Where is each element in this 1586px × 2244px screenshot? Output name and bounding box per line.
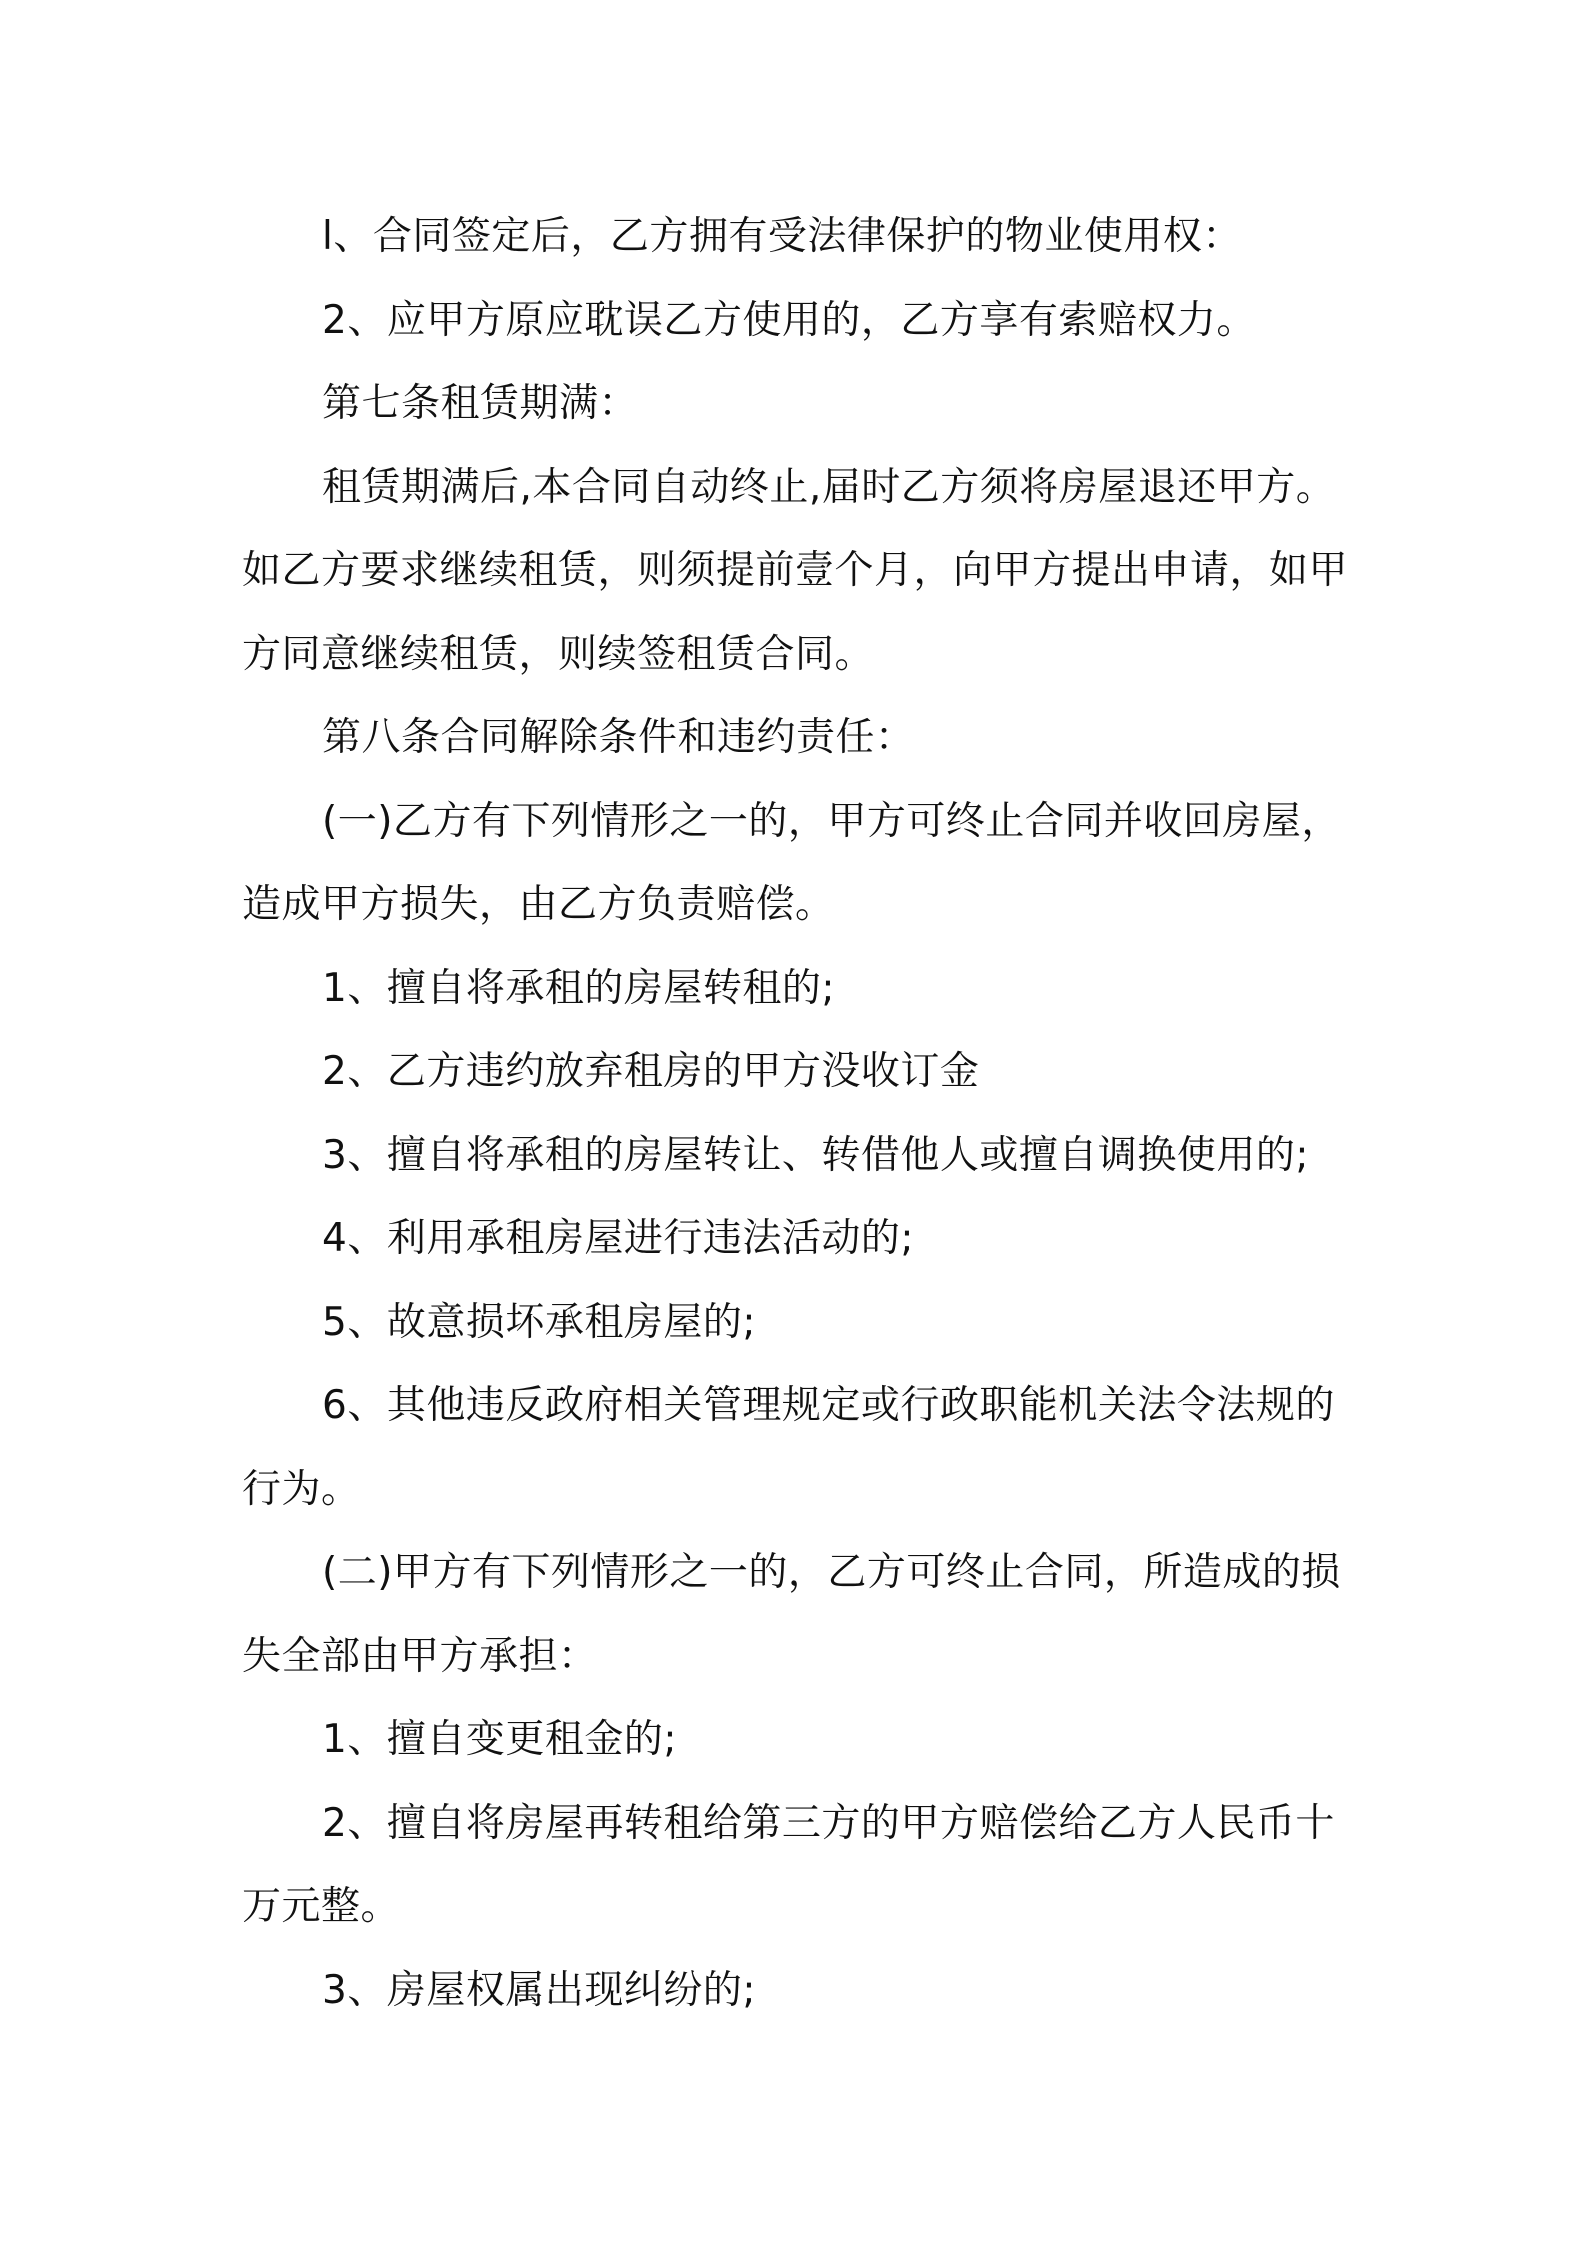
- paragraph: [242, 446, 1352, 697]
- paragraph-first-line: (一)乙方有下列情形之一的，甲方可终止合同并收回房屋，: [322, 798, 1341, 844]
- paragraph: [242, 1531, 1352, 1698]
- paragraph-first-line: 3、房屋权属出现纠纷的;: [322, 1967, 756, 2013]
- paragraph-first-line: 2、擅自将房屋再转租给第三方的甲方赔偿给乙方人民币十: [322, 1800, 1335, 1846]
- paragraph-continuation-line: 如乙方要求继续租赁，则须提前壹个月，向甲方提出申请，如甲: [242, 548, 1349, 593]
- paragraph-continuation-line: 造成甲方损失，由乙方负责赔偿。: [242, 882, 835, 927]
- paragraph-continuation-line: 万元整。: [242, 1884, 401, 1929]
- paragraph: [242, 696, 1352, 780]
- paragraph: [242, 362, 1352, 446]
- paragraph-first-line: 1、擅自变更租金的;: [322, 1717, 677, 1762]
- paragraph: [242, 1949, 1352, 2033]
- paragraph: [242, 1782, 1352, 1949]
- paragraph-first-line: 2、乙方违约放弃租房的甲方没收订金: [322, 1049, 980, 1094]
- paragraph: [242, 1364, 1352, 1531]
- paragraph: [242, 1281, 1352, 1365]
- paragraph-first-line: 3、擅自将承租的房屋转让、转借他人或擅自调换使用的;: [322, 1132, 1309, 1178]
- paragraph: [242, 1197, 1352, 1281]
- paragraph: [242, 780, 1352, 947]
- paragraph: [242, 1698, 1352, 1782]
- paragraph-first-line: 5、故意损坏承租房屋的;: [322, 1299, 756, 1345]
- paragraph-continuation-line: 行为。: [242, 1466, 361, 1512]
- paragraph: [242, 947, 1352, 1031]
- paragraph-continuation-line: 失全部由甲方承担：: [242, 1633, 598, 1679]
- paragraph: [242, 195, 1352, 279]
- paragraph: [242, 1030, 1352, 1114]
- paragraph-first-line: 4、利用承租房屋进行违法活动的;: [322, 1216, 914, 1261]
- document-page: [242, 195, 1352, 2032]
- paragraph-first-line: 第八条合同解除条件和违约责任：: [322, 715, 915, 760]
- paragraph: [242, 1114, 1352, 1198]
- paragraph-first-line: (二)甲方有下列情形之一的，乙方可终止合同，所造成的损: [322, 1550, 1341, 1595]
- paragraph-continuation-line: 方同意继续租赁，则续签租赁合同。: [242, 631, 875, 677]
- paragraph-first-line: l、合同签定后，乙方拥有受法律保护的物业使用权：: [322, 214, 1242, 259]
- paragraph-first-line: 1、擅自将承租的房屋转租的;: [322, 965, 835, 1011]
- paragraph-first-line: 第七条租赁期满：: [322, 381, 639, 426]
- paragraph-first-line: 6、其他违反政府相关管理规定或行政职能机关法令法规的: [322, 1383, 1335, 1428]
- paragraph: [242, 279, 1352, 363]
- paragraph-first-line: 租赁期满后,本合同自动终止,届时乙方须将房屋退还甲方。: [322, 464, 1336, 510]
- document-body: [242, 195, 1352, 2032]
- paragraph-first-line: 2、应甲方原应耽误乙方使用的，乙方享有索赔权力。: [322, 297, 1256, 343]
